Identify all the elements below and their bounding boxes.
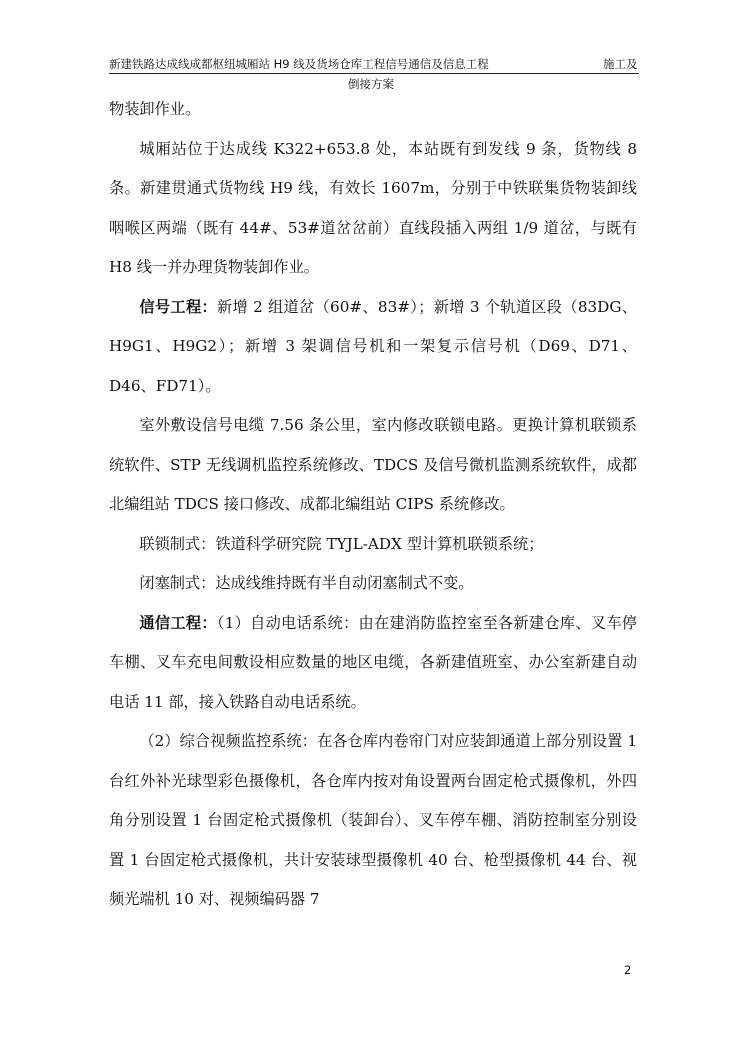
header-divider	[109, 73, 639, 74]
signal-engineering-label: 信号工程：	[139, 297, 217, 316]
signal-engineering-text: 新增 2 组道岔（60#、83#）；新增 3 个轨道区段（83DG、H9G1、H9G2）；新增 3 架调信号机和一架复示信号机（D69、D71、D46、FD71）。	[109, 297, 637, 395]
header-title: 新建铁路达成线成都枢纽城厢站 H9 线及货场仓库工程信号通信及信息工程	[109, 57, 489, 71]
paragraph-signal-engineering	[109, 288, 637, 407]
paragraph-continuation: 物装卸作业。	[109, 100, 201, 118]
header-title-continued: 倒接方案	[348, 77, 394, 91]
paragraph-interlocking: 联锁制式：铁道科学研究院 TYJL-ADX 型计算机联锁系统；	[139, 534, 544, 553]
paragraph-video-monitoring: （2）综合视频监控系统：在各仓库内卷帘门对应装卸通道上部分别设置 1 台红外补光球型彩色摄像机，各仓库内按对角设置两台固定枪式摄像机，外四角分别设置 1 台固定枪式摄像机（装卸台）、叉车停车棚、消防控制室分别设置 1 台固定枪式摄像机，共计安装球型摄像机 40 台、枪型摄像机 44 台、视频光端机 10 对、视频编码器 7	[109, 732, 637, 908]
paragraph-comm-engineering	[109, 604, 637, 723]
document-body	[109, 90, 637, 920]
page-number: 2	[624, 963, 632, 977]
paragraph-station-overview: 城厢站位于达成线 K322+653.8 处，本站既有到发线 9 条，货物线 8 条。新建贯通式货物线 H9 线，有效长 1607m，分别于中铁联集货物装卸线咽喉区两端（既有 44#、53#道岔岔前）直线段插入两组 1/9 道岔，与既有 H8 线一并办理货物装卸作业。	[109, 139, 637, 276]
comm-engineering-label: 通信工程：	[139, 613, 217, 632]
comm-engineering-text: （1）自动电话系统：由在建消防监控室至各新建仓库、叉车停车棚、叉车充电间敷设相应数量的地区电缆，各新建值班室、办公室新建自动电话 11 部，接入铁路自动电话系统。	[109, 613, 637, 711]
header-title-right: 施工及	[603, 57, 638, 71]
paragraph-block-system: 闭塞制式：达成线维持既有半自动闭塞制式不变。	[139, 574, 474, 592]
paragraph-cable-software: 室外敷设信号电缆 7.56 条公里，室内修改联锁电路。更换计算机联锁系统软件、STP 无线调机监控系统修改、TDCS 及信号微机监测系统软件，成都北编组站 TDCS 接口修改、成都北编组站 CIPS 系统修改。	[109, 416, 637, 513]
